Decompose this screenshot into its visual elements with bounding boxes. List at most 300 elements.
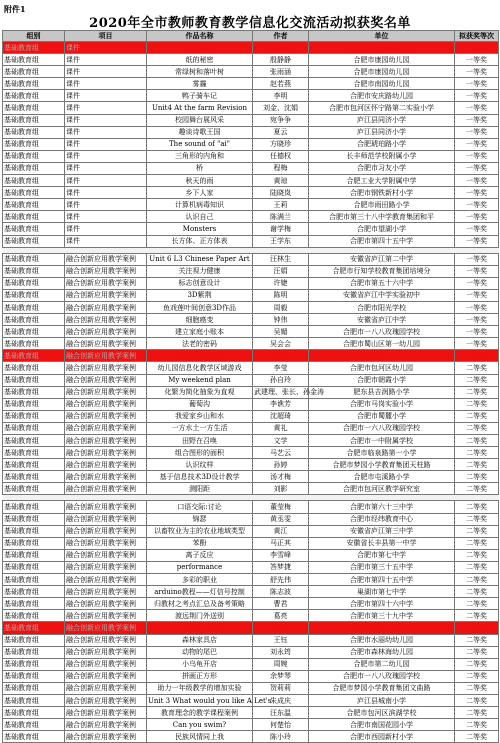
cell-work: 测阳距: [147, 483, 253, 495]
cell-group: 基础教育组: [3, 162, 65, 174]
table-row: [3, 694, 499, 706]
cell-author: 答梦捷: [253, 561, 309, 573]
cell-award: 一等奖: [455, 277, 499, 289]
cell-work: 计算机病毒知识: [147, 199, 253, 211]
cell-unit: 合肥市马岗实验小学: [309, 398, 455, 410]
cell-group: 基础教育组: [3, 525, 65, 537]
cell-unit: 合肥市第四十五中学: [309, 574, 455, 586]
cell-work: Can you swim?: [147, 719, 253, 731]
cell-group: 基础教育组: [3, 537, 65, 549]
cell-unit: 合肥市包河区幼儿园: [309, 362, 455, 374]
cell-award: 二等奖: [455, 634, 499, 646]
cell-work: The sound of "ai": [147, 138, 253, 150]
cell-award: 一等奖: [455, 314, 499, 326]
cell-award: 二等奖: [455, 398, 499, 410]
cell-work: 拼画正方形: [147, 670, 253, 682]
cell-award: 一等奖: [455, 126, 499, 138]
table-row: [3, 78, 499, 90]
cell-award: 二等奖: [455, 459, 499, 471]
table-row: [3, 561, 499, 573]
cell-group: 基础教育组: [3, 187, 65, 199]
cell-unit: 合肥市第六十三中学: [309, 501, 455, 513]
cell-group: 基础教育组: [3, 138, 65, 150]
cell-author: 陈明: [253, 289, 309, 301]
table-row: [3, 138, 499, 150]
cell-award: 二等奖: [455, 501, 499, 513]
cell-award: 一等奖: [455, 265, 499, 277]
cell-unit: 巢湖市第七中学: [309, 586, 455, 598]
cell-author: 王莉: [253, 199, 309, 211]
cell-work: Unit4 At the farm Revision: [147, 102, 253, 114]
table-row: [3, 610, 499, 622]
cell-group: 基础教育组: [3, 54, 65, 66]
table-row: [3, 471, 499, 483]
cell-unit: 合肥市一六八玫瑰园学校: [309, 422, 455, 434]
cell-author: 余梦琴: [253, 670, 309, 682]
cell-work: 乡下人家: [147, 187, 253, 199]
table-row: [3, 253, 499, 265]
cell-item: 融合创新应用教学案例: [65, 338, 147, 350]
table-row: [3, 66, 499, 78]
table-row: [3, 338, 499, 350]
cell-unit: 合肥市钢铁新村小学: [309, 187, 455, 199]
cell-item: 融合创新应用教学案例: [65, 435, 147, 447]
cell-item: 课件: [65, 138, 147, 150]
cell-author: 李雪峰: [253, 549, 309, 561]
table-row: [3, 265, 499, 277]
table-row: [3, 102, 499, 114]
cell-work: 鱼戏莲叶间创意3D作品: [147, 301, 253, 313]
cell-group: 基础教育组: [3, 386, 65, 398]
cell-award: 一等奖: [455, 114, 499, 126]
cell-group: 基础教育组: [3, 102, 65, 114]
cell-unit: 合肥市阳光学校: [309, 301, 455, 313]
cell-work: 民族风情同上我: [147, 731, 253, 743]
cell-item: 融合创新应用教学案例: [65, 719, 147, 731]
table-row: [3, 525, 499, 537]
cell-author: 汪东温: [253, 707, 309, 719]
cell-award: 二等奖: [455, 362, 499, 374]
cell-work: 以畜牧业为主的农业地域类型: [147, 525, 253, 537]
cell-group: 基础教育组: [3, 447, 65, 459]
cell-group: 基础教育组: [3, 42, 65, 54]
cell-item: 融合创新应用教学案例: [65, 265, 147, 277]
page-title: 2020年全市教师教育教学信息化交流活动拟获奖名单: [89, 16, 411, 31]
table-row: [3, 574, 499, 586]
cell-author: 周婉: [253, 658, 309, 670]
cell-item: 课件: [65, 102, 147, 114]
cell-work: 归教材之考点汇总及备考策略: [147, 598, 253, 610]
cell-author: 董莹梅: [253, 501, 309, 513]
cell-award: 二等奖: [455, 719, 499, 731]
cell-author: 何楚怡: [253, 719, 309, 731]
cell-author: 蒋剑: [253, 622, 309, 634]
cell-item: 融合创新应用教学案例: [65, 501, 147, 513]
cell-unit: 合肥市西园新村小学: [309, 731, 455, 743]
cell-award: 一等奖: [455, 138, 499, 150]
cell-item: 融合创新应用教学案例: [65, 598, 147, 610]
cell-unit: 庐江县同济小学: [309, 114, 455, 126]
cell-group: 基础教育组: [3, 694, 65, 706]
table-row: [3, 422, 499, 434]
cell-award: 二等奖: [455, 574, 499, 586]
table-row: [3, 549, 499, 561]
table-header: [3, 31, 499, 42]
cell-author: 葛亮: [253, 610, 309, 622]
cell-item: 课件: [65, 126, 147, 138]
cell-unit: 合肥市蜀山区第一幼儿园: [309, 338, 455, 350]
table-row: [3, 537, 499, 549]
cell-award: 二等奖: [455, 610, 499, 622]
cell-unit: 合肥市康园幼儿园: [309, 54, 455, 66]
cell-group: 基础教育组: [3, 513, 65, 525]
cell-award: 一等奖: [455, 175, 499, 187]
cell-work: 纸的秘密: [147, 54, 253, 66]
cell-award: 二等奖: [455, 586, 499, 598]
cell-author: 赵若燕: [253, 78, 309, 90]
cell-group: 基础教育组: [3, 114, 65, 126]
cell-author: 张明莉: [253, 42, 309, 54]
table-row: [3, 447, 499, 459]
cell-group: 基础教育组: [3, 362, 65, 374]
cell-author: 孙婷: [253, 459, 309, 471]
cell-item: 课件: [65, 223, 147, 235]
cell-award: 二等奖: [455, 731, 499, 743]
cell-item: 融合创新应用教学案例: [65, 386, 147, 398]
cell-group: 基础教育组: [3, 610, 65, 622]
cell-author: 史淑萍: [253, 350, 309, 362]
cell-author: 殷静静: [253, 54, 309, 66]
cell-work: 法老的密码: [147, 338, 253, 350]
cell-work: 离子反应: [147, 549, 253, 561]
cell-award: 二等奖: [455, 483, 499, 495]
cell-author: 马艺云: [253, 447, 309, 459]
table-body: [3, 42, 499, 743]
cell-author: 宛争争: [253, 114, 309, 126]
cell-item: 课件: [65, 66, 147, 78]
table-row: [3, 586, 499, 598]
cell-author: 钟伟: [253, 314, 309, 326]
table-row: [3, 435, 499, 447]
cell-item: 融合创新应用教学案例: [65, 525, 147, 537]
cell-award: 一等奖: [455, 102, 499, 114]
cell-group: 基础教育组: [3, 314, 65, 326]
cell-award: 一等奖: [455, 326, 499, 338]
cell-group: 基础教育组: [3, 598, 65, 610]
cell-author: 张雨涵: [253, 66, 309, 78]
cell-unit: 安徽省庐江中学: [309, 314, 455, 326]
cell-item: 融合创新应用教学案例: [65, 410, 147, 422]
cell-group: 基础教育组: [3, 574, 65, 586]
cell-author: 程梅: [253, 162, 309, 174]
cell-award: 一等奖: [455, 42, 499, 54]
cell-unit: 合肥市一八八玫瑰园学校: [309, 326, 455, 338]
table-row: [3, 410, 499, 422]
cell-item: 课件: [65, 54, 147, 66]
cell-work: 小数乘法与除法: [147, 622, 253, 634]
cell-award: 二等奖: [455, 435, 499, 447]
table-row: [3, 301, 499, 313]
cell-work: 化繁为简化抽象为直观: [147, 386, 253, 398]
cell-award: 二等奖: [455, 707, 499, 719]
cell-award: 二等奖: [455, 622, 499, 634]
cell-item: 课件: [65, 175, 147, 187]
table-row: [3, 670, 499, 682]
cell-item: 融合创新应用教学案例: [65, 422, 147, 434]
cell-item: 融合创新应用教学案例: [65, 610, 147, 622]
cell-item: 课件: [65, 114, 147, 126]
cell-award: 二等奖: [455, 513, 499, 525]
header-item: 项目: [65, 31, 147, 42]
cell-group: 基础教育组: [3, 78, 65, 90]
cell-group: 基础教育组: [3, 549, 65, 561]
cell-unit: 合肥市临泉路第一小学: [309, 447, 455, 459]
cell-award: 一等奖: [455, 162, 499, 174]
table-row: [3, 719, 499, 731]
cell-author: 任德权: [253, 150, 309, 162]
cell-work: 组合图形的面积: [147, 447, 253, 459]
table-row: [3, 126, 499, 138]
cell-group: 基础教育组: [3, 483, 65, 495]
cell-unit: 合肥市包河区怀宁路第二实验小学: [309, 102, 455, 114]
cell-item: 融合创新应用教学案例: [65, 471, 147, 483]
cell-award: 二等奖: [455, 694, 499, 706]
cell-award: 一等奖: [455, 350, 499, 362]
cell-item: 课件: [65, 187, 147, 199]
header-author: 作者: [253, 31, 309, 42]
cell-unit: 合肥市包河区滨湖学校: [309, 707, 455, 719]
cell-work: 秋天的雨: [147, 175, 253, 187]
cell-award: 二等奖: [455, 422, 499, 434]
cell-author: 刘金、沈娟: [253, 102, 309, 114]
cell-group: 基础教育组: [3, 211, 65, 223]
cell-award: 二等奖: [455, 471, 499, 483]
cell-author: 方晓珍: [253, 138, 309, 150]
cell-group: 基础教育组: [3, 150, 65, 162]
cell-group: 基础教育组: [3, 471, 65, 483]
cell-item: 融合创新应用教学案例: [65, 350, 147, 362]
cell-author: 谢学梅: [253, 223, 309, 235]
cell-author: 周毅: [253, 301, 309, 313]
cell-item: 融合创新应用教学案例: [65, 561, 147, 573]
cell-author: 陈小玲: [253, 731, 309, 743]
cell-award: 二等奖: [455, 646, 499, 658]
cell-unit: 庐江县同济小学: [309, 126, 455, 138]
cell-group: 基础教育组: [3, 731, 65, 743]
table-row: [3, 326, 499, 338]
cell-item: 融合创新应用教学案例: [65, 301, 147, 313]
cell-unit: 合肥市森林海幼儿园: [309, 646, 455, 658]
cell-group: 基础教育组: [3, 422, 65, 434]
cell-unit: 合肥市望湖小学: [309, 223, 455, 235]
header-award: 拟获奖等次: [455, 31, 499, 42]
cell-group: 基础教育组: [3, 175, 65, 187]
cell-unit: 合肥琥珀路小学: [309, 138, 455, 150]
cell-award: 二等奖: [455, 386, 499, 398]
cell-author: 黄丞雯: [253, 513, 309, 525]
cell-item: 融合创新应用教学案例: [65, 253, 147, 265]
cell-group: 基础教育组: [3, 265, 65, 277]
cell-group: 基础教育组: [3, 459, 65, 471]
cell-group: 基础教育组: [3, 301, 65, 313]
table-row: [3, 731, 499, 743]
cell-item: 融合创新应用教学案例: [65, 459, 147, 471]
cell-group: 基础教育组: [3, 326, 65, 338]
cell-work: 3D紫荆: [147, 289, 253, 301]
cell-work: 国内大循环经济: [147, 350, 253, 362]
table-row: [3, 682, 499, 694]
cell-work: 建立家庭小账本: [147, 326, 253, 338]
cell-work: 认识纹样: [147, 459, 253, 471]
cell-work: 森林家具店: [147, 634, 253, 646]
cell-group: 基础教育组: [3, 223, 65, 235]
table-row: [3, 501, 499, 513]
cell-item: 课件: [65, 235, 147, 247]
header-group: 组别: [3, 31, 65, 42]
cell-author: 黄琼: [253, 175, 309, 187]
cell-group: 基础教育组: [3, 622, 65, 634]
cell-unit: 肥东县吉润路小学: [309, 386, 455, 398]
cell-item: 融合创新应用教学案例: [65, 707, 147, 719]
cell-award: 二等奖: [455, 682, 499, 694]
cell-author: 马正其: [253, 537, 309, 549]
cell-work: performance: [147, 561, 253, 573]
cell-work: Monsters: [147, 223, 253, 235]
cell-group: 基础教育组: [3, 586, 65, 598]
cell-award: 一等奖: [455, 223, 499, 235]
cell-unit: 安徽省庐江第三中学: [309, 525, 455, 537]
cell-work: arduino教程——灯信号控制: [147, 586, 253, 598]
cell-unit: 合肥市第三十五中学: [309, 561, 455, 573]
cell-group: 基础教育组: [3, 199, 65, 211]
table-row: [3, 90, 499, 102]
cell-award: 一等奖: [455, 199, 499, 211]
cell-author: 沈超琦: [253, 410, 309, 422]
cell-unit: 合肥市行知学校教育集团培境分: [309, 265, 455, 277]
cell-author: 许婕: [253, 277, 309, 289]
table-row: [3, 658, 499, 670]
cell-unit: 长丰师范学校附属小学: [309, 150, 455, 162]
header-unit: 单位: [309, 31, 455, 42]
cell-group: 基础教育组: [3, 435, 65, 447]
cell-work: 标志创意设计: [147, 277, 253, 289]
cell-unit: 庐江县城南小学: [309, 694, 455, 706]
cell-author: 贺莉莉: [253, 682, 309, 694]
cell-group: 基础教育组: [3, 719, 65, 731]
cell-work: 田野在召唤: [147, 435, 253, 447]
cell-unit: 合肥市一中附属学校: [309, 435, 455, 447]
cell-award: 一等奖: [455, 253, 499, 265]
cell-group: 基础教育组: [3, 707, 65, 719]
table-row: [3, 199, 499, 211]
cell-unit: 合肥市第七中学: [309, 549, 455, 561]
cell-unit: 安徽省庐江中学实验初中: [309, 289, 455, 301]
table-row: [3, 386, 499, 398]
cell-award: 二等奖: [455, 537, 499, 549]
cell-item: 融合创新应用教学案例: [65, 694, 147, 706]
cell-work: 桥: [147, 162, 253, 174]
cell-item: 融合创新应用教学案例: [65, 537, 147, 549]
table-row: [3, 362, 499, 374]
cell-work: 助力一年级教学的增加实验: [147, 682, 253, 694]
cell-author: 武建理、张长、孙金涛: [253, 386, 309, 398]
cell-author: 吴会会: [253, 338, 309, 350]
cell-author: 李谯芳: [253, 398, 309, 410]
cell-author: 黄礼: [253, 422, 309, 434]
cell-award: 二等奖: [455, 410, 499, 422]
cell-award: 一等奖: [455, 187, 499, 199]
cell-item: 融合创新应用教学案例: [65, 658, 147, 670]
table-row: [3, 175, 499, 187]
cell-item: 融合创新应用教学案例: [65, 447, 147, 459]
cell-unit: 合肥市第四十六中学: [309, 598, 455, 610]
cell-unit: 合肥市南园幼儿园: [309, 78, 455, 90]
cell-author: 朱成庆: [253, 694, 309, 706]
cell-item: 课件: [65, 211, 147, 223]
cell-unit: 合肥市梦园小学教育集团天柱路: [309, 459, 455, 471]
award-list-sheet: [2, 30, 498, 743]
table-row: [3, 350, 499, 362]
cell-work: 苯酚: [147, 537, 253, 549]
cell-unit: 合肥市第五十六中学: [309, 277, 455, 289]
cell-group: 基础教育组: [3, 646, 65, 658]
cell-author: 黄江: [253, 525, 309, 537]
cell-unit: 合肥市南国花园小学: [309, 719, 455, 731]
cell-item: 融合创新应用教学案例: [65, 549, 147, 561]
table-row: [3, 598, 499, 610]
cell-group: 基础教育组: [3, 398, 65, 410]
cell-unit: 合肥市经纬教育中心: [309, 513, 455, 525]
cell-unit: 合肥市习友小学: [309, 162, 455, 174]
cell-work: 口语交际:讨论: [147, 501, 253, 513]
table-row: [3, 513, 499, 525]
cell-group: 基础教育组: [3, 410, 65, 422]
cell-group: 基础教育组: [3, 277, 65, 289]
cell-unit: 合肥市雨田路小学: [309, 199, 455, 211]
cell-author: 陈志波: [253, 586, 309, 598]
cell-work: 关注视力健康: [147, 265, 253, 277]
cell-item: 课件: [65, 199, 147, 211]
cell-group: 基础教育组: [3, 235, 65, 247]
cell-item: 融合创新应用教学案例: [65, 398, 147, 410]
cell-work: 一方水土一方生活: [147, 422, 253, 434]
cell-award: 一等奖: [455, 54, 499, 66]
cell-group: 基础教育组: [3, 90, 65, 102]
cell-unit: 合肥市一八八玫瑰园学校: [309, 670, 455, 682]
cell-work: 目睹多么: [147, 42, 253, 54]
cell-unit: 合肥市包河区教学研究室: [309, 483, 455, 495]
table-row: [3, 150, 499, 162]
cell-award: 一等奖: [455, 289, 499, 301]
cell-author: 汤才梅: [253, 471, 309, 483]
cell-unit: 合肥市长江路幼儿园: [309, 42, 455, 54]
cell-unit: 合肥市康园幼儿园: [309, 66, 455, 78]
cell-author: 陈满兰: [253, 211, 309, 223]
cell-unit: 合肥市第三十九中学: [309, 610, 455, 622]
cell-group: 基础教育组: [3, 561, 65, 573]
cell-author: 舒先伟: [253, 574, 309, 586]
cell-author: 曹君: [253, 598, 309, 610]
table-row: [3, 398, 499, 410]
cell-author: 汪林生: [253, 253, 309, 265]
cell-group: 基础教育组: [3, 501, 65, 513]
cell-unit: 合肥市梦园小学教育集团文曲路: [309, 682, 455, 694]
cell-item: 课件: [65, 42, 147, 54]
table-row: [3, 211, 499, 223]
table-row: [3, 289, 499, 301]
cell-unit: 合肥市安庆路幼儿园: [309, 90, 455, 102]
cell-item: 融合创新应用教学案例: [65, 634, 147, 646]
